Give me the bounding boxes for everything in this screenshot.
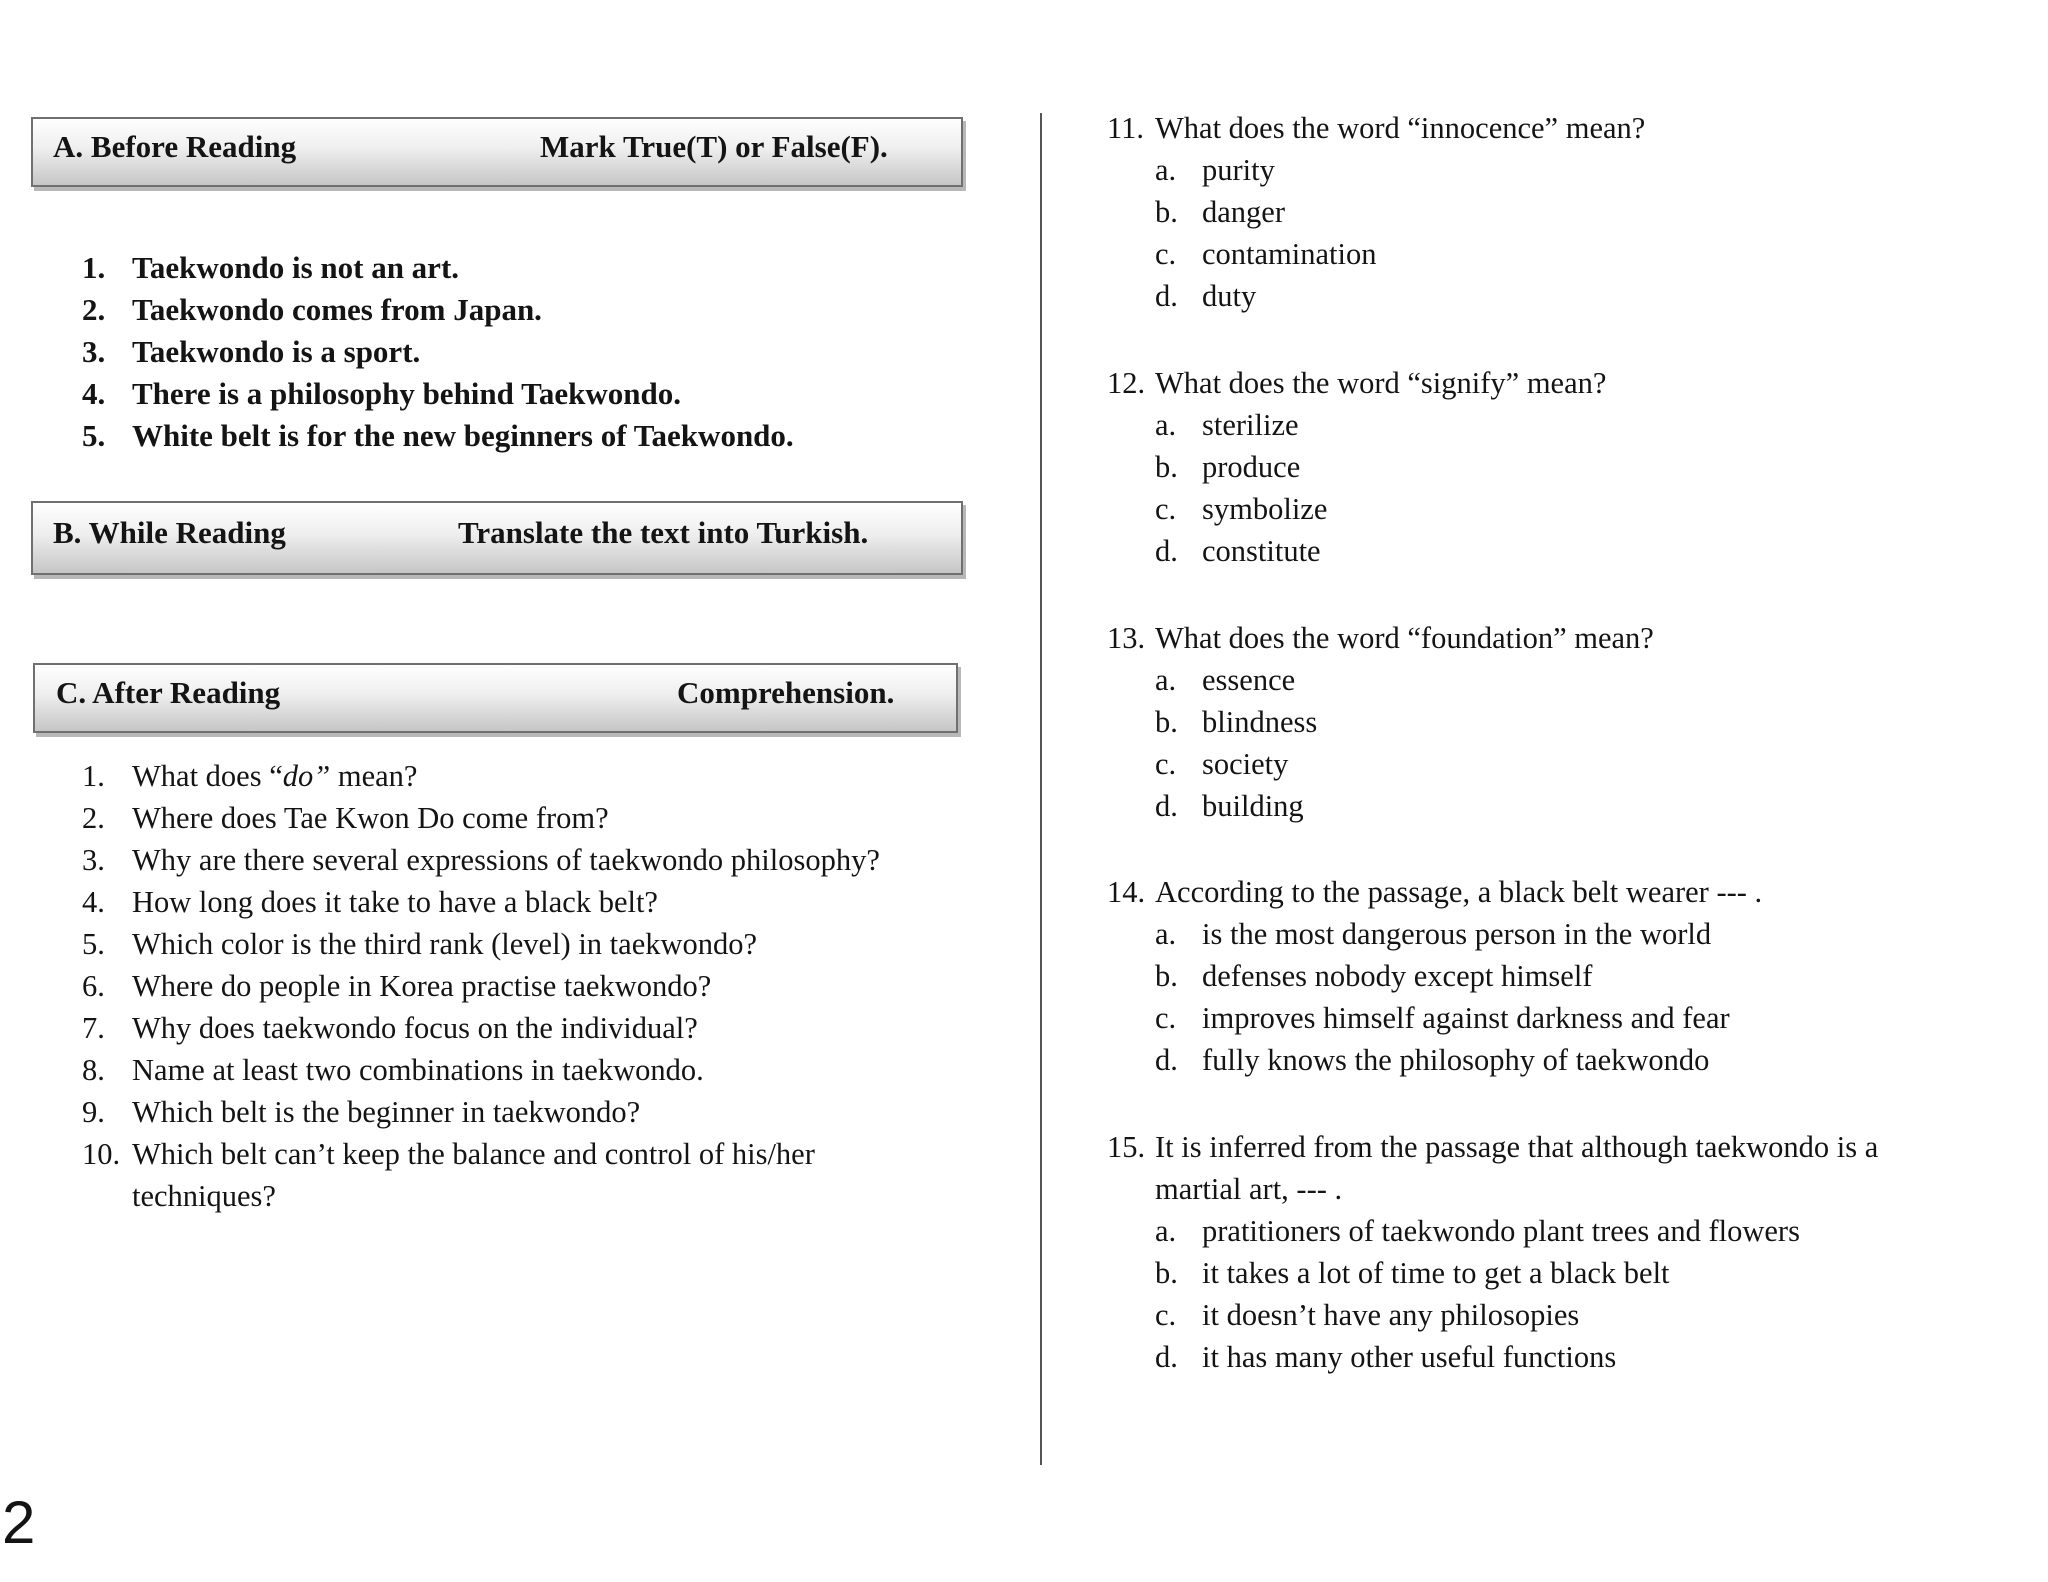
section-a-title: A. Before Reading [53, 129, 297, 164]
section-a-header [31, 117, 963, 187]
mc-option: a. essence [1155, 663, 1296, 697]
section-b-instruction: Translate the text into Turkish. [458, 515, 869, 550]
mc-option: a. sterilize [1155, 408, 1299, 442]
mc-option: d. fully knows the philosophy of taekwondo [1155, 1043, 1710, 1077]
section-c-title: C. After Reading [56, 675, 281, 710]
true-false-item: 1. Taekwondo is not an art. [82, 250, 460, 285]
mc-option: c. symbolize [1155, 492, 1328, 526]
mc-option: d. constitute [1155, 534, 1321, 568]
comprehension-question: 2. Where does Tae Kwon Do come from? [82, 801, 609, 835]
comprehension-question: 7. Why does taekwondo focus on the individual? [82, 1011, 698, 1045]
section-a-instruction: Mark True(T) or False(F). [540, 129, 888, 164]
comprehension-question-list [82, 755, 880, 1217]
comprehension-question: 10. Which belt can’t keep the balance and control of his/her techniques? [82, 1137, 815, 1213]
true-false-item: 5. White belt is for the new beginners of Taekwondo. [82, 418, 794, 453]
mc-question-11: 11.What does the word “innocence” mean? a. purity b. danger c. contamination d. duty [1107, 107, 1645, 317]
mc-question-15: 15. It is inferred from the passage that although taekwondo is a martial art, --- . a. pratitioners of taekwondo plant trees and flowers b. it takes a lot of time to get a black belt c. it doesn’t have any philosopies d. it has many other useful functions [1107, 1126, 1878, 1378]
comprehension-question: 6. Where do people in Korea practise taekwondo? [82, 969, 712, 1003]
mc-option: a. is the most dangerous person in the world [1155, 917, 1712, 951]
comprehension-question: 8. Name at least two combinations in taekwondo. [82, 1053, 704, 1087]
mc-option: c. it doesn’t have any philosopies [1155, 1298, 1580, 1332]
mc-option: b. danger [1155, 195, 1285, 229]
mc-option: a. pratitioners of taekwondo plant trees and flowers [1155, 1214, 1800, 1248]
true-false-item: 2. Taekwondo comes from Japan. [82, 292, 542, 327]
mc-option: b. blindness [1155, 705, 1318, 739]
mc-option: c. society [1155, 747, 1289, 781]
mc-option: b. defenses nobody except himself [1155, 959, 1593, 993]
section-c-header [33, 663, 958, 733]
true-false-list [82, 247, 794, 457]
true-false-item: 3. Taekwondo is a sport. [82, 334, 421, 369]
mc-option: c. contamination [1155, 237, 1377, 271]
section-b-header [31, 501, 963, 575]
comprehension-question: 3. Why are there several expressions of taekwondo philosophy? [82, 843, 880, 877]
mc-option: d. it has many other useful functions [1155, 1340, 1617, 1374]
mc-option: d. duty [1155, 279, 1257, 313]
section-b-title: B. While Reading [53, 515, 286, 550]
mc-question-12: 12. What does the word “signify” mean? a. sterilize b. produce c. symbolize d. constitute [1107, 362, 1606, 572]
page-number: 2 [2, 1489, 36, 1556]
mc-option: c. improves himself against darkness and fear [1155, 1001, 1730, 1035]
comprehension-question: 1. What does “do” mean? [82, 759, 418, 793]
section-c-instruction: Comprehension. [677, 675, 895, 710]
mc-option: d. building [1155, 789, 1304, 823]
comprehension-question: 5. Which color is the third rank (level) in taekwondo? [82, 927, 758, 961]
comprehension-question: 9. Which belt is the beginner in taekwondo? [82, 1095, 641, 1129]
mc-option: b. produce [1155, 450, 1301, 484]
true-false-item: 4. There is a philosophy behind Taekwondo. [82, 376, 682, 411]
mc-question-13: 13. What does the word “foundation” mean? a. essence b. blindness c. society d. building [1107, 617, 1654, 827]
comprehension-question: 4. How long does it take to have a black belt? [82, 885, 658, 919]
mc-option: b. it takes a lot of time to get a black belt [1155, 1256, 1670, 1290]
column-divider [1040, 113, 1042, 1465]
mc-question-14: 14. According to the passage, a black belt wearer --- . a. is the most dangerous person in the world b. defenses nobody except himself c. improves himself against darkness and fear d. fully knows the philosophy of taekwondo [1107, 871, 1762, 1081]
mc-option: a. purity [1155, 153, 1275, 187]
